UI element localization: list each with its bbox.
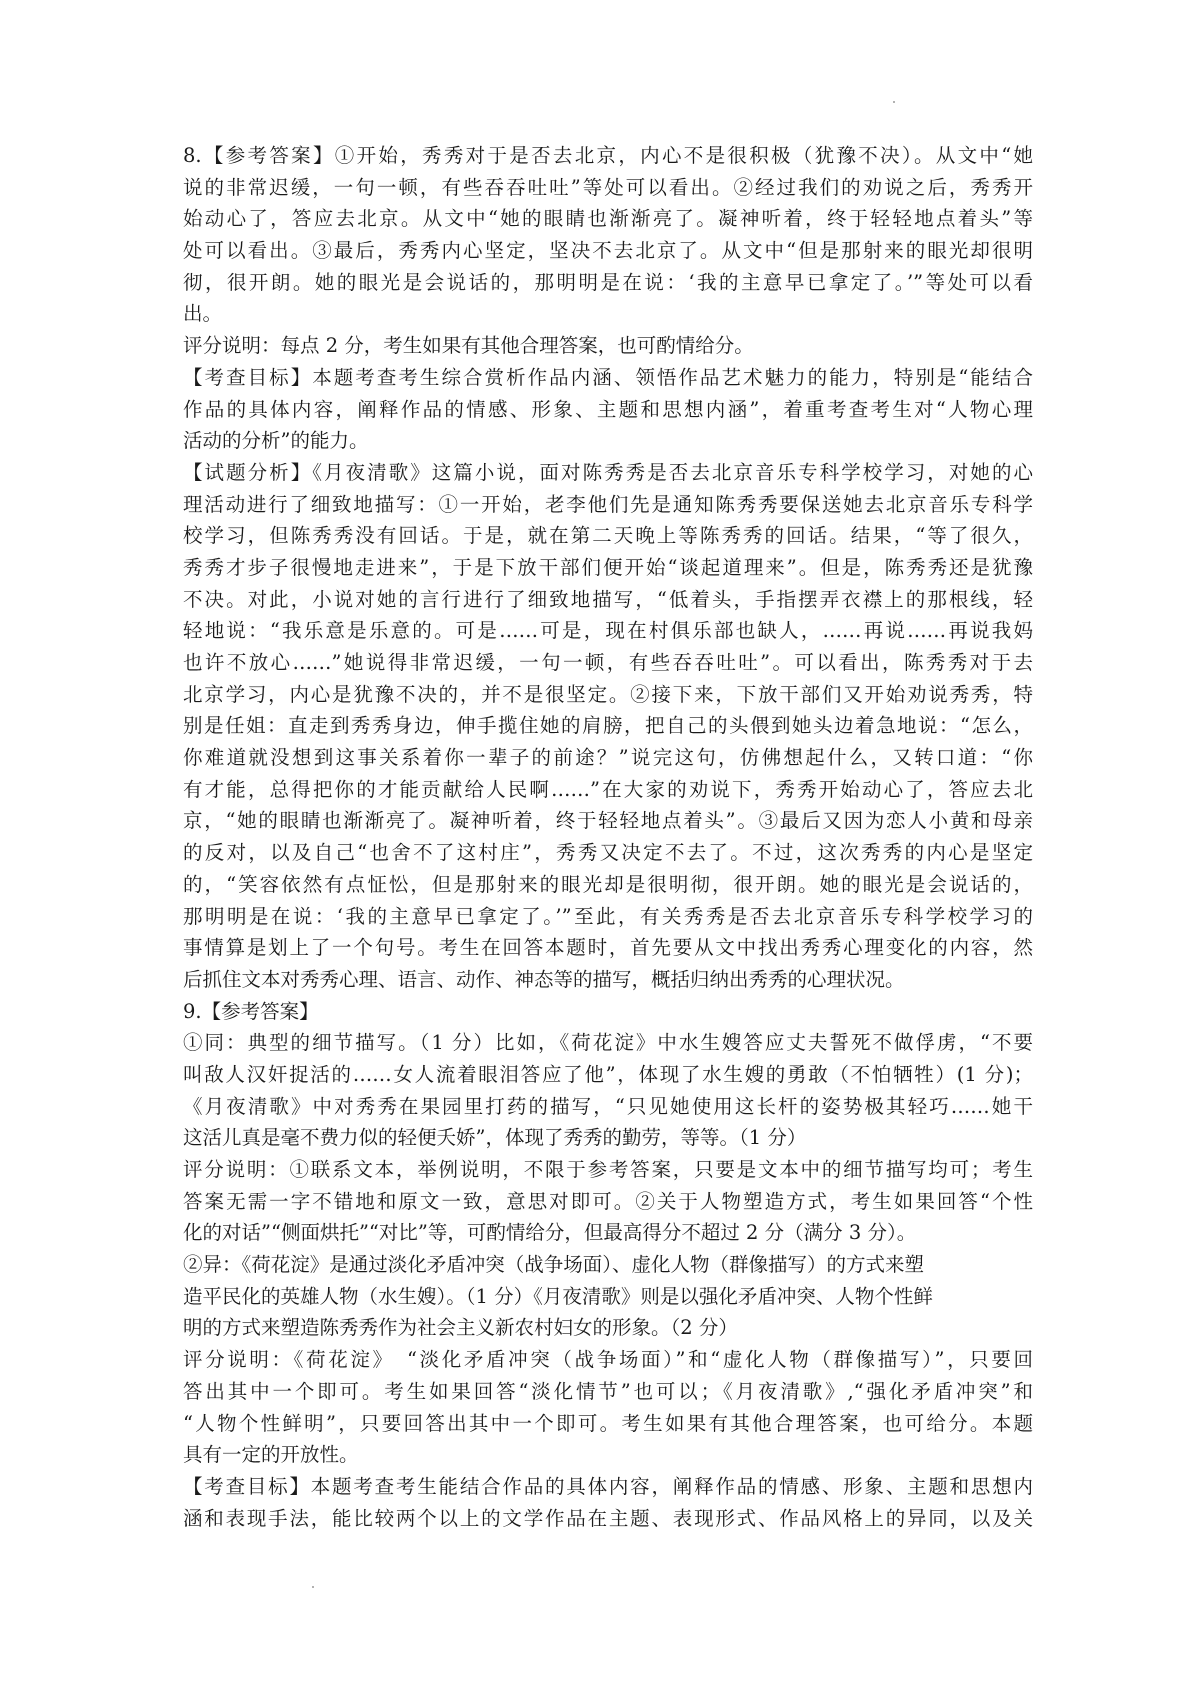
text-line: 评分说明：《荷花淀》 “淡化矛盾冲突（战争场面）”和“虚化人物（群像描写）”，只要回 (183, 1348, 1033, 1372)
text-line: 答案无需一字不错地和原文一致，意思对即可。②关于人物塑造方式，考生如果回答“个性 (183, 1189, 1033, 1213)
text-line: 出。 (183, 302, 223, 326)
text-line: 的反对，以及自己“也舍不了这村庄”，秀秀又决定不去了。不过，这次秀秀的内心是坚定 (183, 841, 1033, 865)
text-line: ②异：《荷花淀》是通过淡化矛盾冲突（战争场面）、虚化人物（群像描写）的方式来塑 (183, 1253, 925, 1277)
scan-speck (893, 101, 895, 103)
text-line: 评分说明：①联系文本，举例说明，不限于参考答案，只要是文本中的细节描写均可；考生 (183, 1158, 1033, 1181)
text-line: 答出其中一个即可。考生如果回答“淡化情节”也可以；《月夜清歌》,“强化矛盾冲突”和 (183, 1379, 1033, 1403)
text-line: 【考查目标】本题考查考生能结合作品的具体内容，阐释作品的情感、形象、主题和思想内 (183, 1474, 1033, 1498)
text-line: 说的非常迟缓，一句一顿，有些吞吞吐吐”等处可以看出。②经过我们的劝说之后，秀秀开 (183, 175, 1033, 199)
text-line: 叫敌人汉奸捉活的……女人流着眼泪答应了他”，体现了水生嫂的勇敢（不怕牺牲）(1 分)； (183, 1062, 1033, 1086)
text-line: 校学习，但陈秀秀没有回话。于是，就在第二天晚上等陈秀秀的回话。结果，“等了很久， (183, 524, 1033, 548)
text-line: 9.【参考答案】 (183, 999, 319, 1023)
text-line: 这活儿真是毫不费力似的轻便夭娇”，体现了秀秀的勤劳，等等。（1 分） (183, 1126, 807, 1150)
text-line: 《月夜清歌》中对秀秀在果园里打药的描写，“只见她使用这长杆的姿势极其轻巧……她干 (183, 1094, 1033, 1118)
text-line: 的，“笑容依然有点怔忪，但是那射来的眼光却是很明彻，很开朗。她的眼光是会说话的， (183, 872, 1033, 896)
text-line: 【考查目标】本题考查考生综合赏析作品内涵、领悟作品艺术魅力的能力，特别是“能结合 (183, 365, 1033, 389)
text-line: 理活动进行了细致地描写：①一开始，老李他们先是通知陈秀秀要保送她去北京音乐专科学 (183, 492, 1033, 516)
text-line: 后抓住文本对秀秀心理、语言、动作、神态等的描写，概括归纳出秀秀的心理状况。 (183, 967, 905, 991)
text-line: 不决。对此，小说对她的言行进行了细致地描写，“低着头，手指摆弄衣襟上的那根线，轻 (183, 587, 1033, 611)
text-line: 也许不放心……”她说得非常迟缓，一句一顿，有些吞吞吐吐”。可以看出，陈秀秀对于去 (183, 651, 1033, 674)
text-line: 有才能，总得把你的才能贡献给人民啊……”在大家的劝说下，秀秀开始动心了，答应去北 (183, 777, 1033, 801)
text-line: 彻，很开朗。她的眼光是会说话的，那明明是在说：‘我的主意早已拿定了。’”等处可以看 (183, 270, 1033, 294)
text-line: ①同：典型的细节描写。（1 分）比如，《荷花淀》中水生嫂答应丈夫誓死不做俘虏，“不要 (183, 1031, 1033, 1055)
text-line: 活动的分析”的能力。 (183, 429, 369, 453)
text-line: “人物个性鲜明”，只要回答出其中一个即可。考生如果有其他合理答案，也可给分。本题 (183, 1411, 1033, 1435)
text-line: 京，“她的眼睛也渐渐亮了。凝神听着，终于轻轻地点着头”。③最后又因为恋人小黄和母亲 (183, 809, 1033, 833)
text-line: 化的对话”“侧面烘托”“对比”等，可酌情给分，但最高得分不超过 2 分（满分 3 分）。 (183, 1221, 917, 1245)
text-line: 你难道就没想到这事关系着你一辈子的前途？”说完这句，仿佛想起什么，又转口道：“你 (183, 746, 1033, 770)
text-line: 8.【参考答案】①开始，秀秀对于是否去北京，内心不是很积极（犹豫不决）。从文中“她 (183, 144, 1033, 167)
text-line: 处可以看出。③最后，秀秀内心坚定，坚决不去北京了。从文中“但是那射来的眼光却很明 (183, 239, 1033, 263)
text-line: 那明明是在说：‘我的主意早已拿定了。’”至此，有关秀秀是否去北京音乐专科学校学习的 (183, 904, 1033, 928)
text-line: 秀秀才步子很慢地走进来”，于是下放干部们便开始“谈起道理来”。但是，陈秀秀还是犹豫 (183, 555, 1033, 579)
text-line: 作品的具体内容，阐释作品的情感、形象、主题和思想内涵”，着重考查考生对“人物心理 (183, 397, 1033, 421)
text-line: 别是任姐：直走到秀秀身边，伸手揽住她的肩膀，把自己的头偎到她头边着急地说：“怎么， (183, 714, 1033, 738)
scan-speck (312, 1586, 314, 1588)
text-line: 轻地说：“我乐意是乐意的。可是……可是，现在村俱乐部也缺人，……再说……再说我妈 (183, 619, 1033, 643)
text-line: 【试题分析】《月夜清歌》这篇小说，面对陈秀秀是否去北京音乐专科学校学习，对她的心 (183, 460, 1033, 484)
text-line: 明的方式来塑造陈秀秀作为社会主义新农村妇女的形象。（2 分） (183, 1316, 738, 1340)
text-line: 评分说明：每点 2 分，考生如果有其他合理答案，也可酌情给分。 (183, 334, 754, 358)
answer-text-body (183, 140, 1033, 1534)
text-line: 始动心了，答应去北京。从文中“她的眼睛也渐渐亮了。凝神听着，终于轻轻地点着头”等 (183, 207, 1033, 231)
text-line: 北京学习，内心是犹豫不决的，并不是很坚定。②接下来，下放干部们又开始劝说秀秀，特 (183, 682, 1033, 706)
text-line: 事情算是划上了一个句号。考生在回答本题时，首先要从文中找出秀秀心理变化的内容，然 (183, 936, 1033, 960)
text-line: 涵和表现手法，能比较两个以上的文学作品在主题、表现形式、作品风格上的异同，以及关 (183, 1506, 1033, 1530)
text-line: 具有一定的开放性。 (183, 1443, 359, 1467)
text-line: 造平民化的英雄人物（水生嫂）。（1 分）《月夜清歌》则是以强化矛盾冲突、人物个性鲜 (183, 1284, 933, 1308)
